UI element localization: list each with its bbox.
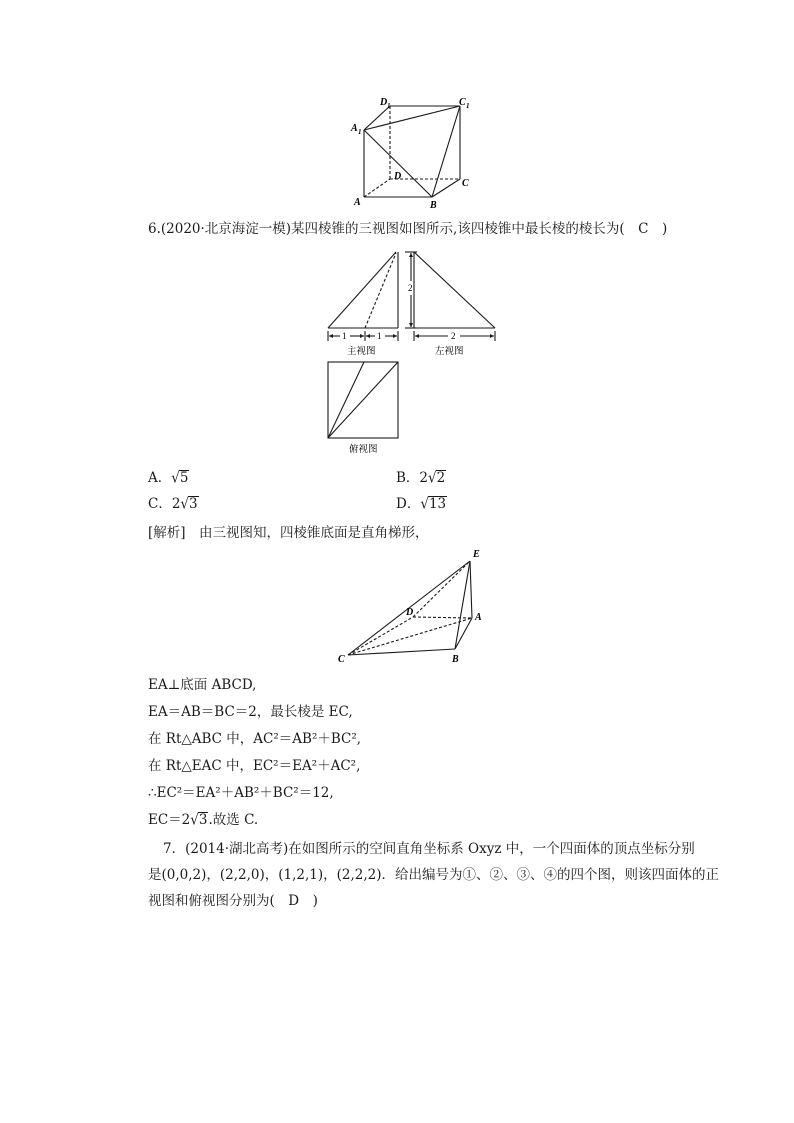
label-C1: C — [459, 97, 466, 108]
label-B: B — [430, 200, 437, 210]
step-1: EA⊥底面 ABCD, — [148, 677, 257, 693]
label-A1: A — [351, 123, 358, 134]
label-D: D — [394, 171, 402, 182]
side-view-caption: 左视图 — [435, 347, 464, 357]
label-D1: D — [380, 97, 388, 108]
step-5: ∴EC²＝EA²＋AB²＋BC²＝12, — [148, 785, 334, 801]
top-view-caption: 俯视图 — [349, 445, 378, 455]
label-C: C — [462, 178, 469, 189]
dim-front-right: 1 — [377, 331, 382, 341]
question-6-stem: 6.(2020·北京海淀一模)某四棱锥的三视图如图所示,该四棱锥中最长棱的棱长为( C ) — [148, 221, 668, 237]
dim-side: 2 — [451, 331, 456, 341]
option-b: B．2√2 — [396, 469, 446, 487]
svg-text:1: 1 — [466, 102, 470, 110]
front-view-caption: 主视图 — [347, 347, 376, 357]
question-7-line-2: 是(0,0,2)，(2,2,0)，(1,2,1)，(2,2,2)．给出编号为①、②、③、④的四个图，则该四面体的正 — [148, 867, 720, 883]
label-B: B — [452, 654, 459, 665]
step-3: 在 Rt△ABC 中，AC²＝AB²＋BC², — [148, 731, 362, 747]
label-A: A — [475, 612, 482, 623]
svg-text:1: 1 — [358, 128, 362, 136]
option-d: D．√13 — [396, 495, 447, 513]
dim-height: 2 — [408, 283, 413, 293]
cube-figure — [340, 95, 490, 210]
label-D: D — [406, 607, 414, 618]
label-A: A — [354, 197, 361, 208]
step-4: 在 Rt△EAC 中，EC²＝EA²＋AC², — [148, 758, 361, 774]
label-E: E — [473, 549, 480, 560]
final-answer: EC＝2√3.故选 C. — [148, 811, 259, 829]
three-view-figure — [320, 245, 510, 460]
dim-front-left: 1 — [342, 331, 347, 341]
question-7-line-3: 视图和俯视图分别为( D ) — [148, 893, 318, 909]
option-a: A．√5 — [148, 469, 189, 487]
step-2: EA＝AB＝BC＝2，最长棱是 EC, — [148, 704, 353, 720]
label-C: C — [338, 654, 345, 665]
analysis-intro: [解析] 由三视图知，四棱锥底面是直角梯形， — [148, 525, 429, 541]
option-c: C．2√3 — [148, 495, 198, 513]
svg-text:1: 1 — [387, 102, 391, 110]
pyramid-figure — [335, 545, 495, 670]
question-7-line-1: 7．(2014·湖北高考)在如图所示的空间直角坐标系 Oxyz 中，一个四面体的顶点坐标分别 — [163, 841, 695, 857]
